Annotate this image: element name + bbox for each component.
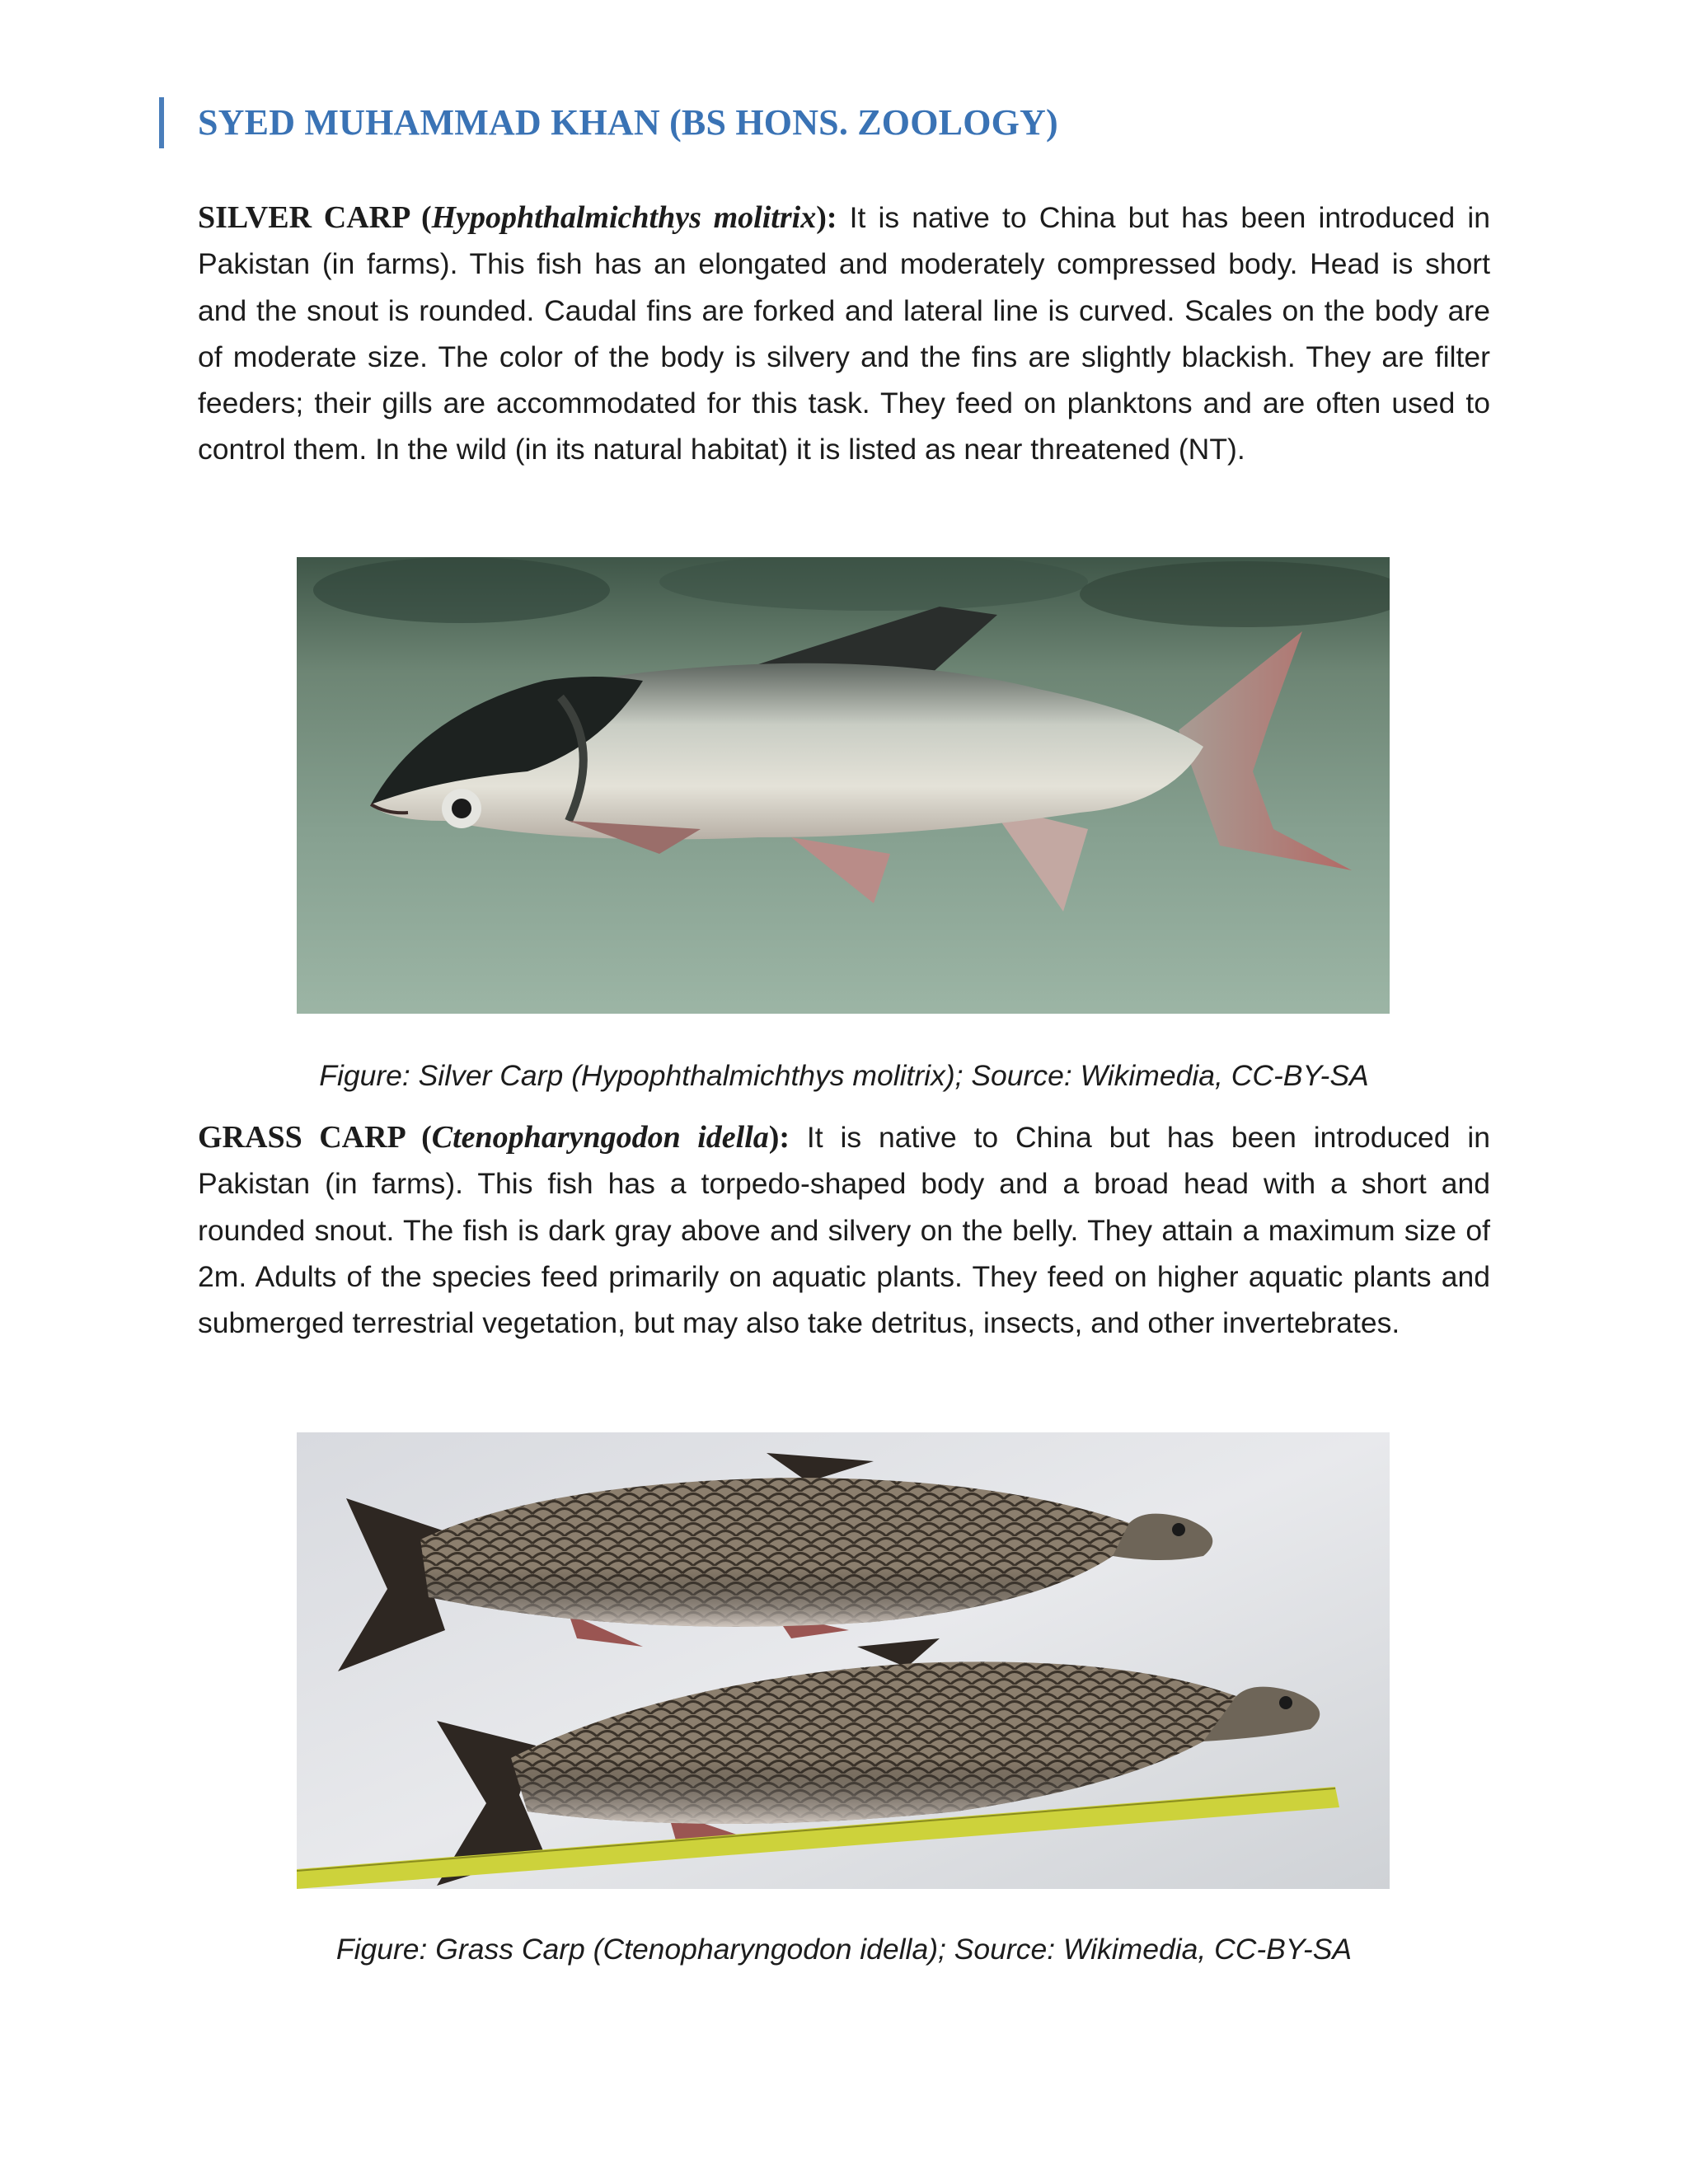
grass-carp-photo (297, 1432, 1390, 1889)
silver-carp-heading (198, 200, 837, 235)
grass-carp-description: It is native to China but has been introduced in Pakistan (in farms). This fish has a torpedo-shaped body and a broad head with a short and rounded snout. The fish is dark gray above and silvery on the belly. They attain a maximum size of 2m. Adults of the species feed primarily on aquatic plants. They feed on higher aquatic plants and submerged terrestrial vegetation, but may also take detritus, insects, and other invertebrates. (198, 1121, 1490, 1340)
grass-carp-heading (198, 1120, 790, 1155)
silver-carp-photo (297, 557, 1390, 1014)
silver-carp-caption: Figure: Silver Carp (Hypophthalmichthys molitrix); Source: Wikimedia, CC-BY-SA (319, 1059, 1369, 1092)
header-accent-bar (159, 97, 164, 148)
heading-common-name: GRASS CARP ( (198, 1120, 432, 1155)
heading-close: ): (816, 200, 837, 235)
heading-scientific-name: Hypophthalmichthys molitrix (431, 200, 817, 235)
heading-scientific-name: Ctenopharyngodon idella (431, 1120, 769, 1155)
grass-carp-paragraph (198, 1114, 1490, 1346)
page-header-title: SYED MUHAMMAD KHAN (BS HONS. ZOOLOGY) (198, 102, 1058, 143)
heading-close: ): (768, 1120, 790, 1155)
grass-carp-caption: Figure: Grass Carp (Ctenopharyngodon idella); Source: Wikimedia, CC-BY-SA (335, 1933, 1353, 1966)
heading-common-name: SILVER CARP ( (198, 200, 432, 235)
silver-carp-paragraph (198, 194, 1490, 473)
silver-carp-description: It is native to China but has been introduced in Pakistan (in farms). This fish has an elongated and moderately compressed body. Head is short and the snout is rounded. Caudal fins are forked and lateral line is curved. Scales on the body are of moderate size. The color of the body is silvery and the fins are slightly blackish. They are filter feeders; their gills are accommodated for this task. They feed on planktons and are often used to control them. In the wild (in its natural habitat) it is listed as near threatened (NT). (198, 201, 1491, 466)
